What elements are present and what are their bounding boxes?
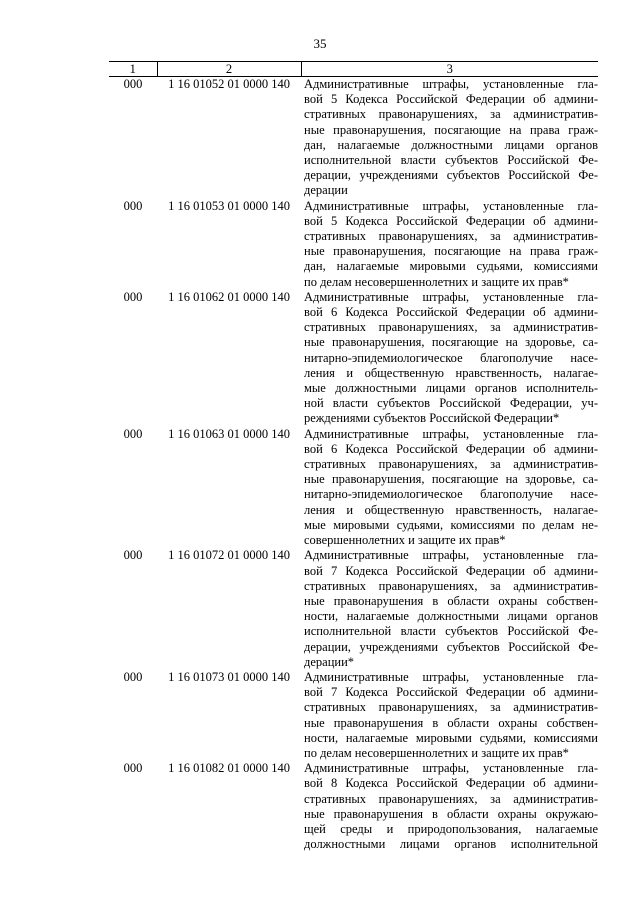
- revenue-description-cell: [301, 670, 598, 761]
- admin-code-cell: 000: [123, 761, 143, 776]
- description-line: стративных правонарушениях, за административ-: [304, 107, 598, 122]
- table-row: [109, 199, 598, 290]
- table-row: [109, 77, 598, 199]
- description-line: Административные штрафы, установленные гла-: [304, 289, 598, 304]
- description-line: вой 7 Кодекса Российской Федерации об админи-: [304, 685, 598, 700]
- description-line: стративных правонарушениях, за административ-: [304, 457, 598, 472]
- admin-code-cell: 000: [123, 77, 143, 91]
- description-line: вой 8 Кодекса Российской Федерации об админи-: [304, 776, 598, 791]
- description-line: должностными лицами органов исполнительной: [304, 837, 598, 852]
- description-line: нитарно-эпидемиологическое благополучие насе-: [304, 487, 598, 502]
- admin-code-cell: 000: [123, 426, 143, 441]
- description-line: ные правонарушения в области охраны собствен-: [304, 593, 598, 608]
- description-line: стративных правонарушениях, за административ-: [304, 791, 598, 806]
- budget-classification-code-cell: 1 16 01053 01 0000 140: [168, 198, 290, 213]
- description-line: стративных правонарушениях, за административ-: [304, 229, 598, 244]
- description-line: ные правонарушения в области охраны окружаю-: [304, 806, 598, 821]
- table-row: [109, 427, 598, 549]
- budget-code-table: [109, 61, 598, 852]
- revenue-description-cell: [301, 77, 598, 199]
- table-row: [109, 290, 598, 427]
- column-header-2: 2: [157, 62, 301, 77]
- description-line: ной власти субъектов Российской Федерации, уч-: [304, 396, 598, 411]
- description-line: вой 6 Кодекса Российской Федерации об админи-: [304, 441, 598, 456]
- column-header-3: 3: [301, 62, 598, 77]
- page-number: 35: [313, 36, 327, 51]
- revenue-description-cell: [301, 199, 598, 290]
- description-line: Административные штрафы, установленные гла-: [304, 426, 598, 441]
- description-line: ные правонарушения, посягающие на здоровье, са-: [304, 472, 598, 487]
- description-line: дерации, учреждениями субъектов Российской Фе-: [304, 639, 598, 654]
- description-line: ные правонарушения, посягающие на здоровье, са-: [304, 335, 598, 350]
- budget-classification-code-cell: 1 16 01082 01 0000 140: [168, 761, 290, 776]
- revenue-description-cell: [301, 548, 598, 670]
- description-line: вой 5 Кодекса Российской Федерации об админи-: [304, 92, 598, 107]
- description-line: дерации*: [304, 654, 355, 669]
- description-line: дан, налагаемые мировыми судьями, комиссиями: [304, 259, 598, 274]
- table-row: [109, 548, 598, 670]
- description-line: Административные штрафы, установленные гла-: [304, 669, 598, 684]
- admin-code-cell: 000: [123, 198, 143, 213]
- budget-classification-code-cell: 1 16 01072 01 0000 140: [168, 548, 290, 563]
- description-line: по делам несовершеннолетних и защите их прав*: [304, 274, 569, 289]
- revenue-description-cell: [301, 761, 598, 852]
- description-line: мые мировыми судьями, комиссиями по делам не-: [304, 517, 598, 532]
- description-line: ления и общественную нравственность, налагае-: [304, 365, 598, 380]
- description-line: стративных правонарушениях, за административ-: [304, 700, 598, 715]
- description-line: вой 6 Кодекса Российской Федерации об админи-: [304, 305, 598, 320]
- column-header-1: 1: [109, 62, 157, 77]
- admin-code-cell: 000: [123, 548, 143, 563]
- description-line: стративных правонарушениях, за административ-: [304, 578, 598, 593]
- description-line: дерации, учреждениями субъектов Российской Фе-: [304, 168, 598, 183]
- description-line: ности, налагаемые мировыми судьями, комиссиями: [304, 730, 598, 745]
- description-line: стративных правонарушениях, за административ-: [304, 320, 598, 335]
- budget-classification-code-cell: 1 16 01073 01 0000 140: [168, 669, 290, 684]
- description-line: Административные штрафы, установленные гла-: [304, 548, 598, 563]
- description-line: дан, налагаемые должностными лицами органов: [304, 137, 598, 152]
- description-line: вой 7 Кодекса Российской Федерации об админи-: [304, 563, 598, 578]
- description-line: Административные штрафы, установленные гла-: [304, 198, 598, 213]
- revenue-description-cell: [301, 290, 598, 427]
- description-line: ные правонарушения, посягающие на права граж-: [304, 122, 598, 137]
- description-line: ные правонарушения, посягающие на права граж-: [304, 244, 598, 259]
- budget-classification-code-cell: 1 16 01052 01 0000 140: [168, 77, 290, 91]
- description-line: совершеннолетних и защите их прав*: [304, 533, 506, 548]
- description-line: по делам несовершеннолетних и защите их прав*: [304, 745, 569, 760]
- description-line: исполнительной власти субъектов Российской Фе-: [304, 153, 598, 168]
- table-header-row: [109, 62, 598, 77]
- admin-code-cell: 000: [123, 669, 143, 684]
- description-line: мые должностными лицами органов исполнитель-: [304, 381, 598, 396]
- table-row: [109, 670, 598, 761]
- description-line: исполнительной власти субъектов Российской Фе-: [304, 624, 598, 639]
- admin-code-cell: 000: [123, 289, 143, 304]
- description-line: Административные штрафы, установленные гла-: [304, 77, 598, 91]
- table-body: [109, 77, 598, 853]
- description-line: Административные штрафы, установленные гла-: [304, 761, 598, 776]
- description-line: щей среды и природопользования, налагаемые: [304, 821, 598, 836]
- budget-classification-code-cell: 1 16 01062 01 0000 140: [168, 289, 290, 304]
- budget-classification-code-cell: 1 16 01063 01 0000 140: [168, 426, 290, 441]
- description-line: дерации: [304, 183, 348, 198]
- description-line: нитарно-эпидемиологическое благополучие насе-: [304, 350, 598, 365]
- description-line: вой 5 Кодекса Российской Федерации об админи-: [304, 213, 598, 228]
- revenue-description-cell: [301, 427, 598, 549]
- description-line: реждениями субъектов Российской Федерации*: [304, 411, 560, 426]
- description-line: ности, налагаемые должностными лицами органов: [304, 609, 598, 624]
- description-line: ные правонарушения в области охраны собствен-: [304, 715, 598, 730]
- description-line: ления и общественную нравственность, налагае-: [304, 502, 598, 517]
- table-row: [109, 761, 598, 852]
